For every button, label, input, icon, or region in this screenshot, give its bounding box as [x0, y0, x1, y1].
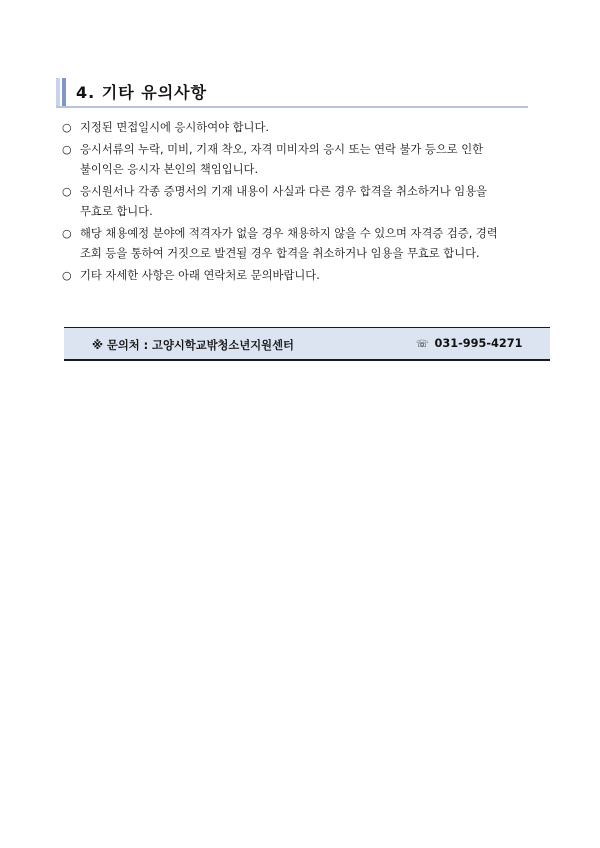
- note-text-line: 무효로 합니다.: [80, 205, 153, 218]
- note-text-line: 응시원서나 각종 증명서의 기재 내용이 사실과 다른 경우 합격을 취소하거나 임용을: [80, 185, 487, 198]
- section-heading: [56, 76, 528, 108]
- note-text-line: 불이익은 응시자 본인의 책임입니다.: [80, 163, 259, 176]
- circle-bullet-icon: ○: [62, 143, 72, 156]
- list-item: [62, 224, 560, 264]
- circle-bullet-icon: ○: [62, 185, 72, 198]
- heading-accent-bar-dark: [62, 78, 66, 106]
- circle-bullet-icon: ○: [62, 121, 72, 134]
- heading-underline: [56, 106, 528, 108]
- list-item: [62, 182, 560, 222]
- circle-bullet-icon: ○: [62, 269, 72, 282]
- section-title: 4. 기타 유의사항: [76, 83, 208, 102]
- circle-bullet-icon: ○: [62, 227, 72, 240]
- note-text-line: 응시서류의 누락, 미비, 기재 착오, 자격 미비자의 응시 또는 연락 불가 등으로 인한: [80, 143, 484, 156]
- note-text-line: 지정된 면접일시에 응시하여야 합니다.: [80, 121, 269, 134]
- note-text-line: 기타 자세한 사항은 아래 연락처로 문의바랍니다.: [80, 269, 320, 282]
- phone-number: 031-995-4271: [434, 337, 523, 350]
- contact-phone: [416, 337, 523, 350]
- note-text-line: 해당 채용예정 분야에 적격자가 없을 경우 채용하지 않을 수 있으며 자격증 검증, 경력: [80, 227, 498, 240]
- contact-label: ※ 문의처 : 고양시학교밖청소년지원센터: [92, 339, 294, 352]
- heading-accent-bar-light: [56, 78, 60, 106]
- list-item: [62, 118, 560, 138]
- list-item: [62, 140, 560, 180]
- note-text-line: 조회 등을 통하여 거짓으로 발견될 경우 합격을 취소하거나 임용을 무효로 합니다.: [80, 247, 480, 260]
- list-item: [62, 266, 560, 286]
- contact-box: [64, 327, 550, 361]
- notes-list: [62, 118, 560, 288]
- phone-icon: ☏: [416, 339, 429, 350]
